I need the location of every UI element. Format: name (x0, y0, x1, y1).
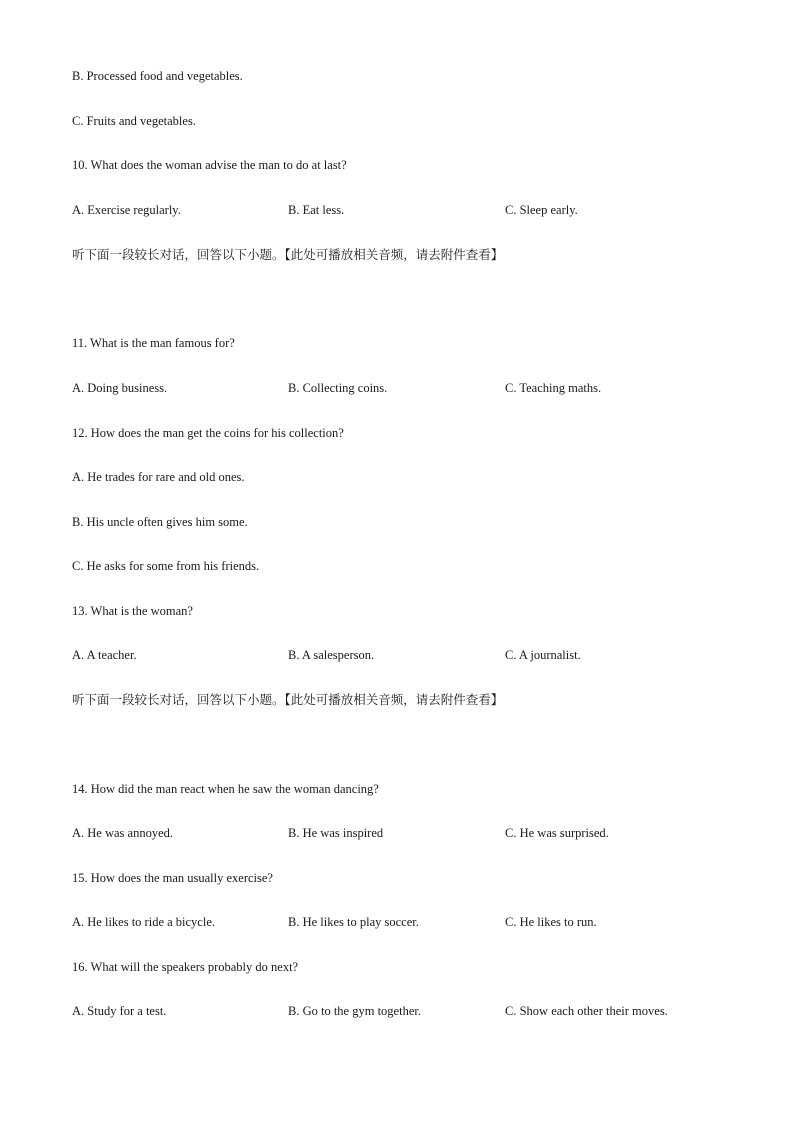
q9-option-c: C. Fruits and vegetables. (72, 114, 196, 128)
q12-option-c: C. He asks for some from his friends. (72, 559, 260, 573)
q16-option-b: B. Go to the gym together. (288, 1004, 421, 1018)
q10-question: 10. What does the woman advise the man to do at last? (72, 158, 347, 172)
q13-option-c: C. A journalist. (505, 648, 581, 662)
q11-options (72, 380, 732, 396)
q13-option-a: A. A teacher. (72, 648, 137, 662)
q15-option-a: A. He likes to ride a bicycle. (72, 915, 216, 929)
q15-question: 15. How does the man usually exercise? (72, 871, 273, 885)
q11-option-c: C. Teaching maths. (505, 381, 602, 395)
q16-question: 16. What will the speakers probably do next? (72, 960, 299, 974)
q12-question: 12. How does the man get the coins for his collection? (72, 426, 344, 440)
q14-options (72, 825, 732, 841)
q10-option-b: B. Eat less. (288, 203, 345, 217)
q11-question: 11. What is the man famous for? (72, 336, 235, 350)
q14-option-b: B. He was inspired (288, 826, 384, 840)
q10-option-c: C. Sleep early. (505, 203, 578, 217)
q13-question: 13. What is the woman? (72, 604, 193, 618)
q14-option-c: C. He was surprised. (505, 826, 609, 840)
q16-options (72, 1003, 732, 1019)
q9-option-b: B. Processed food and vegetables. (72, 69, 243, 83)
q14-option-a: A. He was annoyed. (72, 826, 174, 840)
q14-question: 14. How did the man react when he saw the woman dancing? (72, 782, 379, 796)
q10-options (72, 202, 732, 218)
q12-option-b: B. His uncle often gives him some. (72, 515, 248, 529)
q15-option-b: B. He likes to play soccer. (288, 915, 419, 929)
q16-option-a: A. Study for a test. (72, 1004, 167, 1018)
section-note-2: 听下面一段较长对话，回答以下小题。【此处可播放相关音频，请去附件查看】 (72, 692, 504, 707)
q11-option-a: A. Doing business. (72, 381, 168, 395)
q11-option-b: B. Collecting coins. (288, 381, 388, 395)
q15-option-c: C. He likes to run. (505, 915, 597, 929)
section-note-1: 听下面一段较长对话，回答以下小题。【此处可播放相关音频，请去附件查看】 (72, 247, 504, 262)
q12-option-a: A. He trades for rare and old ones. (72, 470, 245, 484)
q13-option-b: B. A salesperson. (288, 648, 375, 662)
q16-option-c: C. Show each other their moves. (505, 1004, 668, 1018)
q10-option-a: A. Exercise regularly. (72, 203, 181, 217)
q15-options (72, 914, 732, 930)
q13-options (72, 647, 732, 663)
